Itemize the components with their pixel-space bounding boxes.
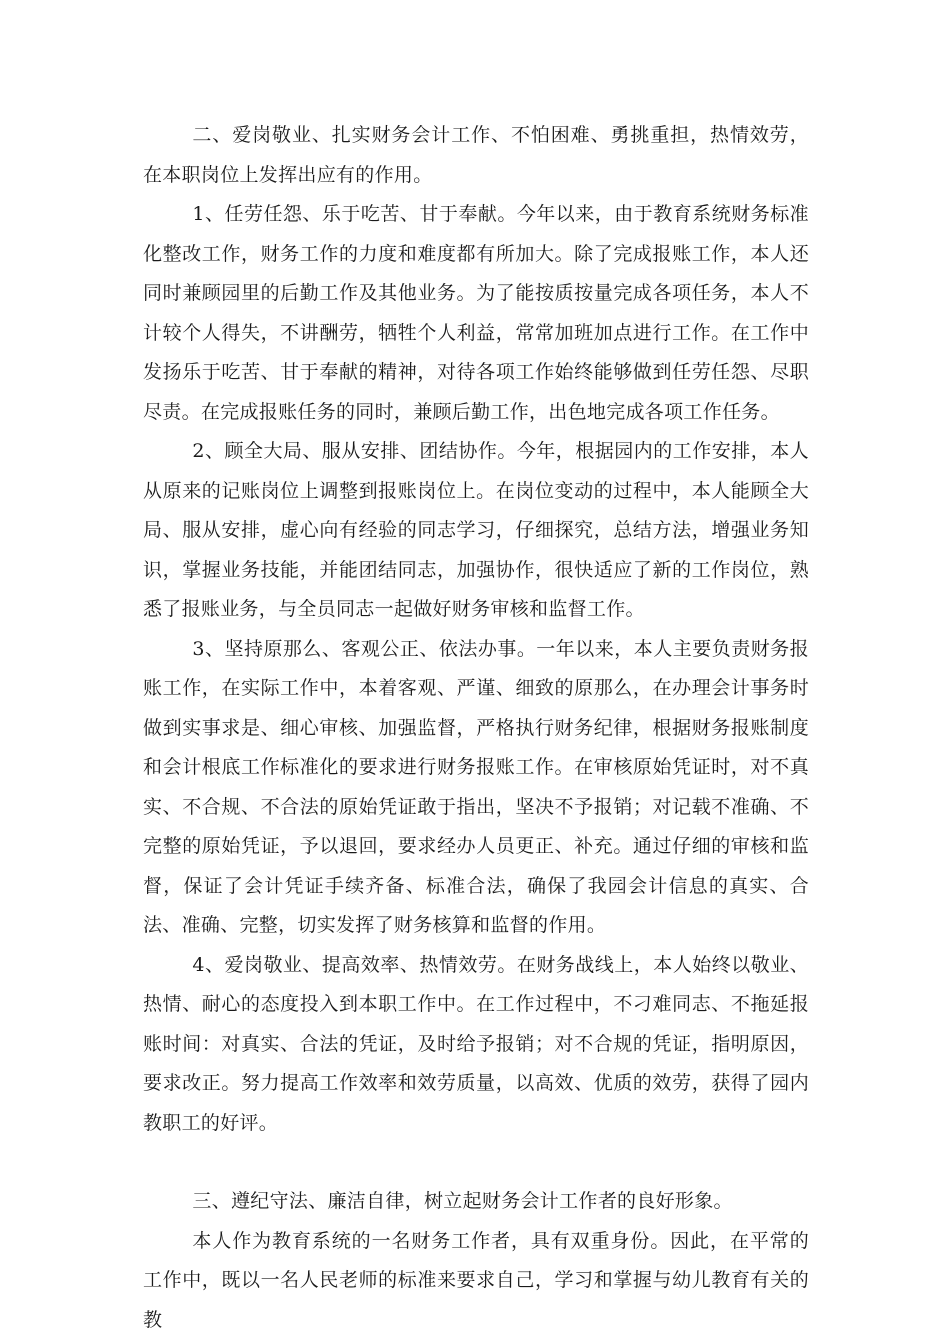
section-heading: 三、遵纪守法、廉洁自律，树立起财务会计工作者的良好形象。 [192, 1190, 733, 1212]
section-heading: 二、爱岗敬业、扎实财务会计工作、不怕困难、勇挑重担，热情效劳，在本职岗位上发挥出应有的作用。 [143, 124, 809, 186]
paragraph: 4、爱岗敬业、提高效率、热情效劳。在财务战线上，本人始终以敬业、热情、耐心的态度投入到本职工作中。在工作过程中，不刁难同志、不拖延报账时间：对真实、合法的凭证，及时给予报销；对不合规的凭证，指明原因，要求改正。努力提高工作效率和效劳质量，以高效、优质的效劳，获得了园内教职工的好评。 [143, 953, 809, 1134]
paragraph: 3、坚持原那么、客观公正、依法办事。一年以来，本人主要负责财务报账工作，在实际工作中，本着客观、严谨、细致的原那么，在办理会计事务时做到实事求是、细心审核、加强监督，严格执行财务纪律，根据财务报账制度和会计根底工作标准化的要求进行财务报账工作。在审核原始凭证时，对不真实、不合规、不合法的原始凭证敢于指出，坚决不予报销；对记载不准确、不完整的原始凭证，予以退回，要求经办人员更正、补充。通过仔细的审核和监督，保证了会计凭证手续齐备、标准合法，确保了我园会计信息的真实、合法、准确、完整，切实发挥了财务核算和监督的作用。 [143, 637, 809, 936]
paragraph: 1、任劳任怨、乐于吃苦、甘于奉献。今年以来，由于教育系统财务标准化整改工作，财务工作的力度和难度都有所加大。除了完成报账工作，本人还同时兼顾园里的后勤工作及其他业务。为了能按质按量完成各项任务，本人不计较个人得失，不讲酬劳，牺牲个人利益，常常加班加点进行工作。在工作中发扬乐于吃苦、甘于奉献的精神，对待各项工作始终能够做到任劳任怨、尽职尽责。在完成报账任务的同时，兼顾后勤工作，出色地完成各项工作任务。 [143, 203, 809, 423]
paragraph: 2、顾全大局、服从安排、团结协作。今年，根据园内的工作安排，本人从原来的记账岗位上调整到报账岗位上。在岗位变动的过程中，本人能顾全大局、服从安排，虚心向有经验的同志学习，仔细探究，总结方法，增强业务知识，掌握业务技能，并能团结同志，加强协作，很快适应了新的工作岗位，熟悉了报账业务，与全员同志一起做好财务审核和监督工作。 [143, 440, 809, 620]
paragraph: 本人作为教育系统的一名财务工作者，具有双重身份。因此，在平常的工作中，既以一名人民老师的标准来要求自己，学习和掌握与幼儿教育有关的教 [143, 1229, 809, 1331]
document-body [143, 116, 809, 1340]
